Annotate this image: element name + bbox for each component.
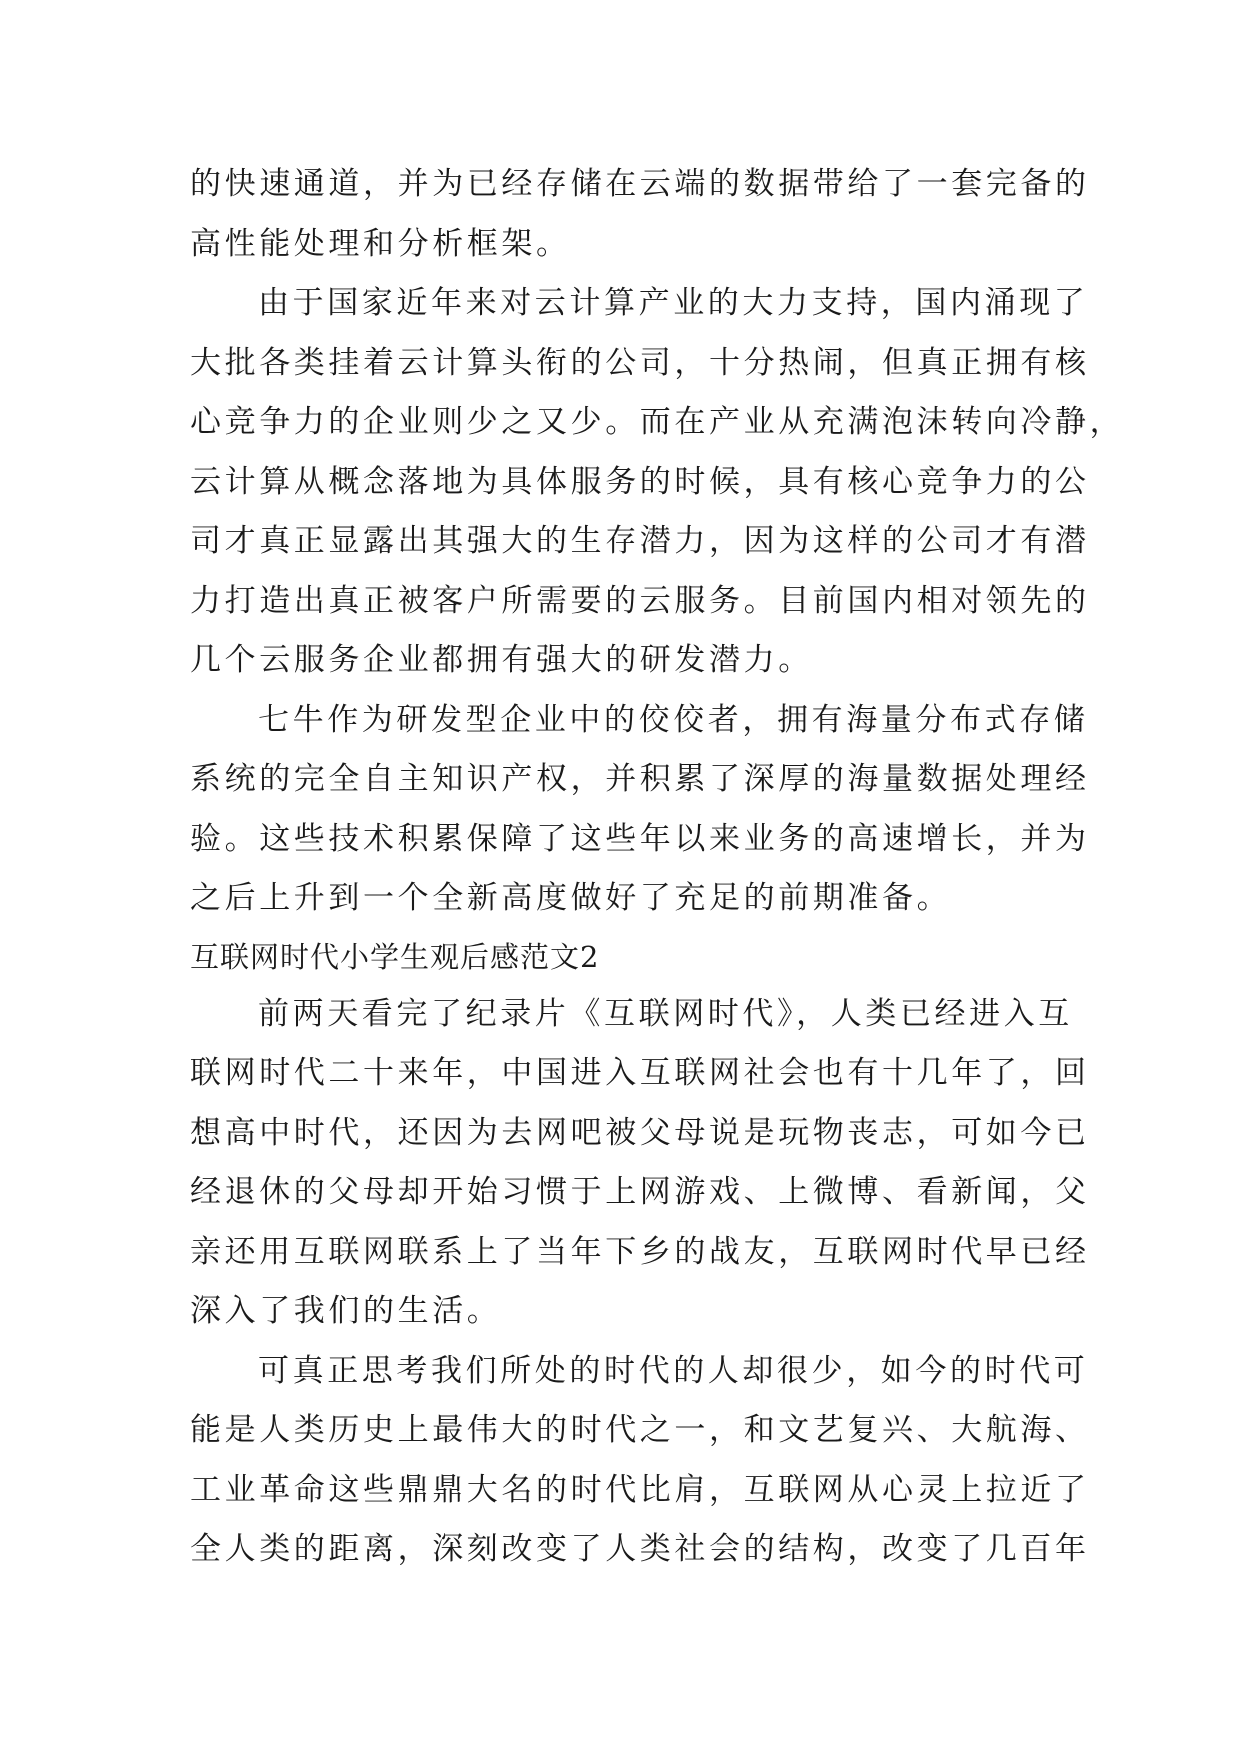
text-line: 大批各类挂着云计算头衔的公司，十分热闹，但真正拥有核 [190, 344, 1090, 381]
text-line: 能是人类历史上最伟大的时代之一，和文艺复兴、大航海、 [190, 1412, 1090, 1448]
text-line: 深入了我们的生活。 [190, 1293, 502, 1329]
text-line: 工业革命这些鼎鼎大名的时代比肩，互联网从心灵上拉近了 [190, 1471, 1090, 1508]
text-line: 云计算从概念落地为具体服务的时候，具有核心竞争力的公 [190, 463, 1090, 500]
text-line: 七牛作为研发型企业中的佼佼者，拥有海量分布式存储 [258, 701, 1089, 738]
section-heading: 互联网时代小学生观后感范文2 [190, 939, 600, 974]
text-line: 几个云服务企业都拥有强大的研发潜力。 [190, 642, 813, 678]
text-line: 验。这些技术积累保障了这些年以来业务的高速增长，并为 [190, 820, 1090, 857]
text-line: 亲还用互联网联系上了当年下乡的战友，互联网时代早已经 [190, 1233, 1090, 1270]
text-line: 系统的完全自主知识产权，并积累了深厚的海量数据处理经 [190, 761, 1090, 797]
text-line: 想高中时代，还因为去网吧被父母说是玩物丧志，可如今已 [190, 1114, 1090, 1151]
text-line: 司才真正显露出其强大的生存潜力，因为这样的公司才有潜 [190, 523, 1090, 559]
text-line: 之后上升到一个全新高度做好了充足的前期准备。 [190, 880, 952, 916]
text-line: 经退休的父母却开始习惯于上网游戏、上微博、看新闻，父 [190, 1174, 1090, 1210]
text-line: 心竞争力的企业则少之又少。而在产业从充满泡沫转向冷静， [190, 404, 1125, 440]
text-line: 的快速通道，并为已经存储在云端的数据带给了一套完备的 [190, 166, 1090, 202]
text-line: 联网时代二十来年，中国进入互联网社会也有十几年了，回 [190, 1055, 1090, 1091]
text-line: 力打造出真正被客户所需要的云服务。目前国内相对领先的 [190, 582, 1090, 619]
document-page [190, 155, 1125, 1580]
text-line: 高性能处理和分析框架。 [190, 225, 571, 262]
text-line: 可真正思考我们所处的时代的人却很少，如今的时代可 [258, 1352, 1089, 1389]
text-line: 全人类的距离，深刻改变了人类社会的结构，改变了几百年 [190, 1531, 1090, 1567]
text-line: 前两天看完了纪录片《互联网时代》，人类已经进入互 [258, 995, 1073, 1032]
text-line: 由于国家近年来对云计算产业的大力支持，国内涌现了 [258, 285, 1089, 321]
